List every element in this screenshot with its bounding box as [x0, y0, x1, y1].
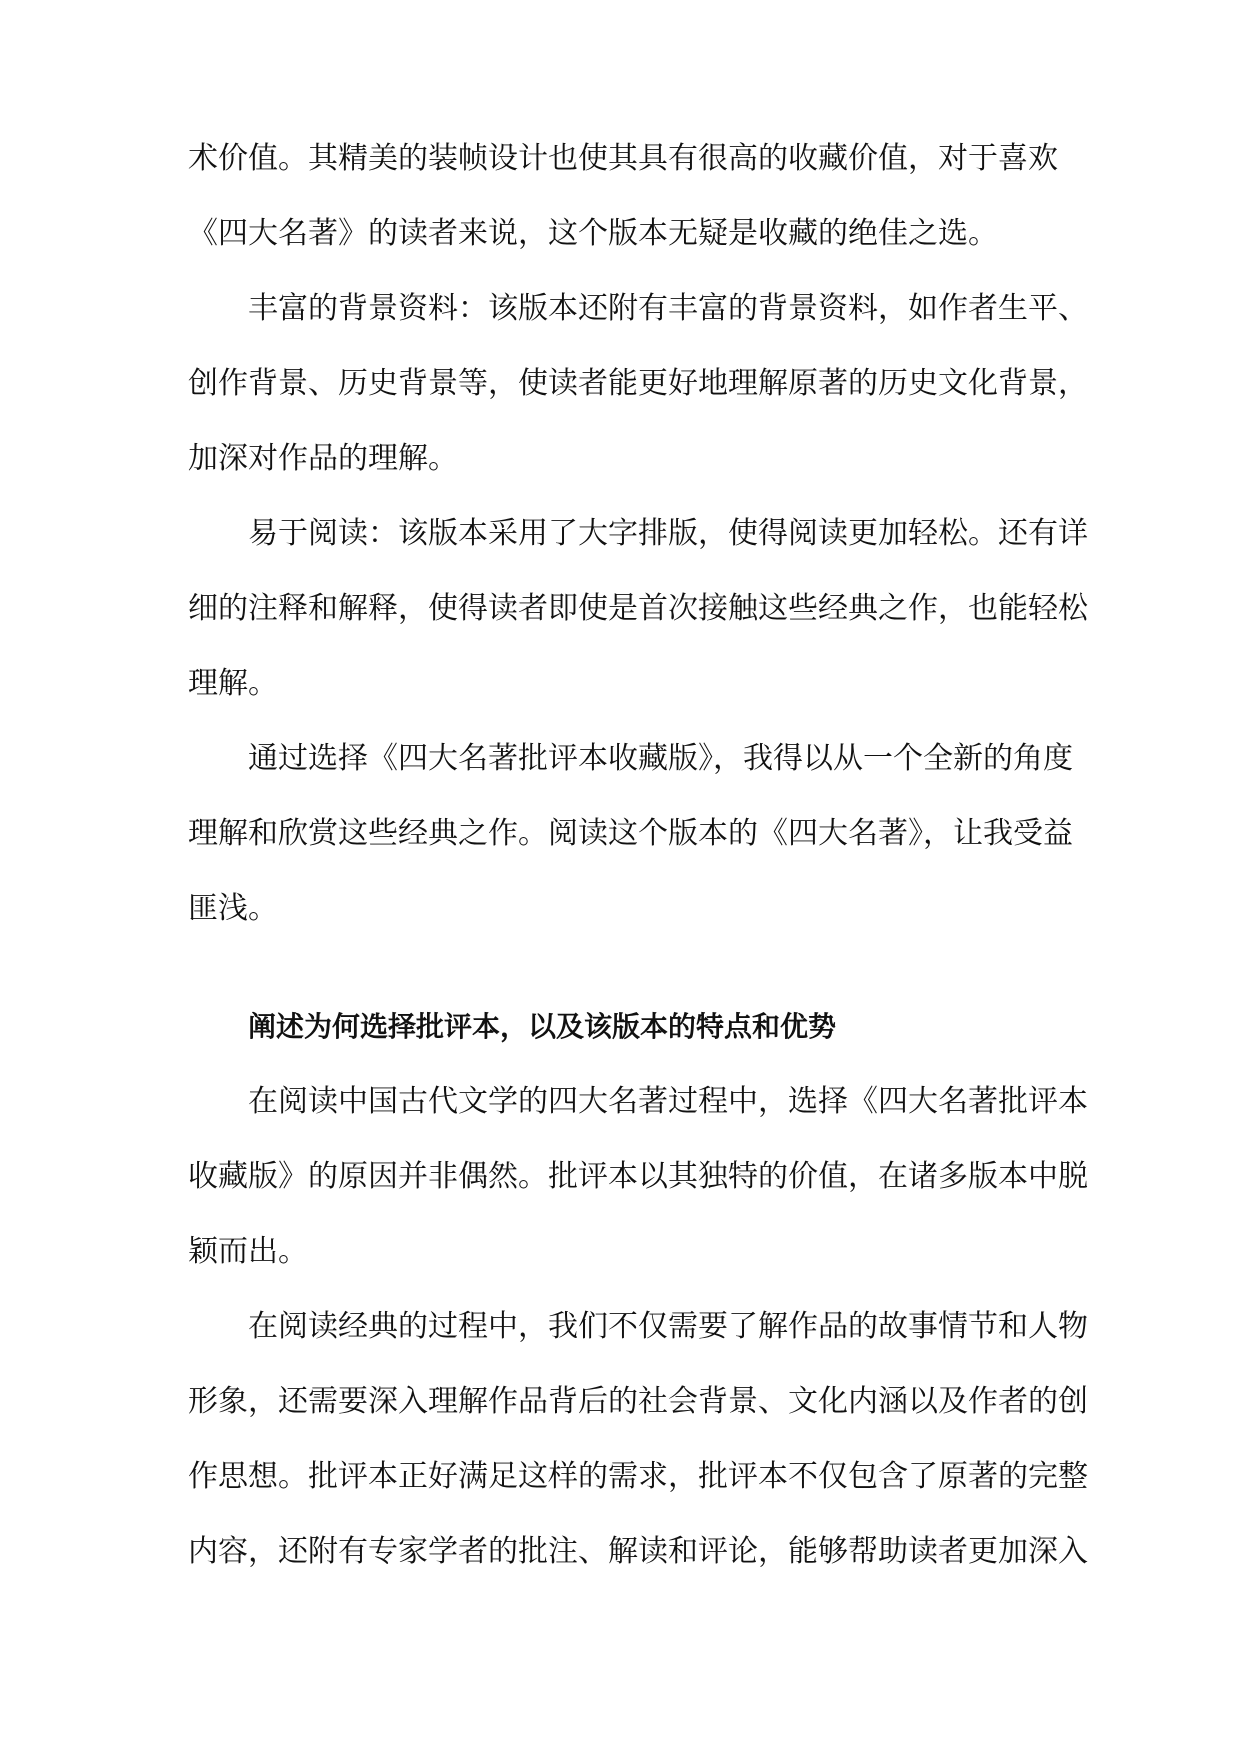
- paragraph-line: 加深对作品的理解。: [188, 441, 458, 476]
- paragraph-line: 《四大名著》的读者来说，这个版本无疑是收藏的绝佳之选。: [188, 216, 998, 251]
- paragraph-line: 内容，还附有专家学者的批注、解读和评论，能够帮助读者更加深入: [188, 1534, 1088, 1569]
- paragraph-line: 在阅读经典的过程中，我们不仅需要了解作品的故事情节和人物: [248, 1309, 1088, 1344]
- paragraph-line: 通过选择《四大名著批评本收藏版》，我得以从一个全新的角度: [248, 741, 1073, 776]
- body-text: [188, 140, 1088, 1608]
- paragraph-line: 颖而出。: [188, 1234, 308, 1269]
- paragraph-line: 术价值。其精美的装帧设计也使其具有很高的收藏价值，对于喜欢: [188, 141, 1058, 176]
- section-gap: [188, 965, 1068, 1008]
- paragraph-line: 理解。: [188, 666, 278, 701]
- section-heading: 阐述为何选择批评本，以及该版本的特点和优势: [248, 1010, 837, 1043]
- paragraph-line: 匪浅。: [188, 891, 278, 926]
- paragraph-line: 在阅读中国古代文学的四大名著过程中，选择《四大名著批评本: [248, 1084, 1088, 1119]
- paragraph-line: 作思想。批评本正好满足这样的需求，批评本不仅包含了原著的完整: [188, 1459, 1088, 1494]
- paragraph-line: 形象，还需要深入理解作品背后的社会背景、文化内涵以及作者的创: [188, 1384, 1088, 1419]
- paragraph-line: 细的注释和解释，使得读者即使是首次接触这些经典之作，也能轻松: [188, 591, 1088, 626]
- paragraph-line: 丰富的背景资料：该版本还附有丰富的背景资料，如作者生平、: [248, 291, 1088, 326]
- paragraph-line: 收藏版》的原因并非偶然。批评本以其独特的价值，在诸多版本中脱: [188, 1159, 1088, 1194]
- paragraph-line: 理解和欣赏这些经典之作。阅读这个版本的《四大名著》，让我受益: [188, 816, 1073, 851]
- paragraph-line: 创作背景、历史背景等，使读者能更好地理解原著的历史文化背景，: [188, 366, 1088, 401]
- paragraph-line: 易于阅读：该版本采用了大字排版，使得阅读更加轻松。还有详: [248, 516, 1088, 551]
